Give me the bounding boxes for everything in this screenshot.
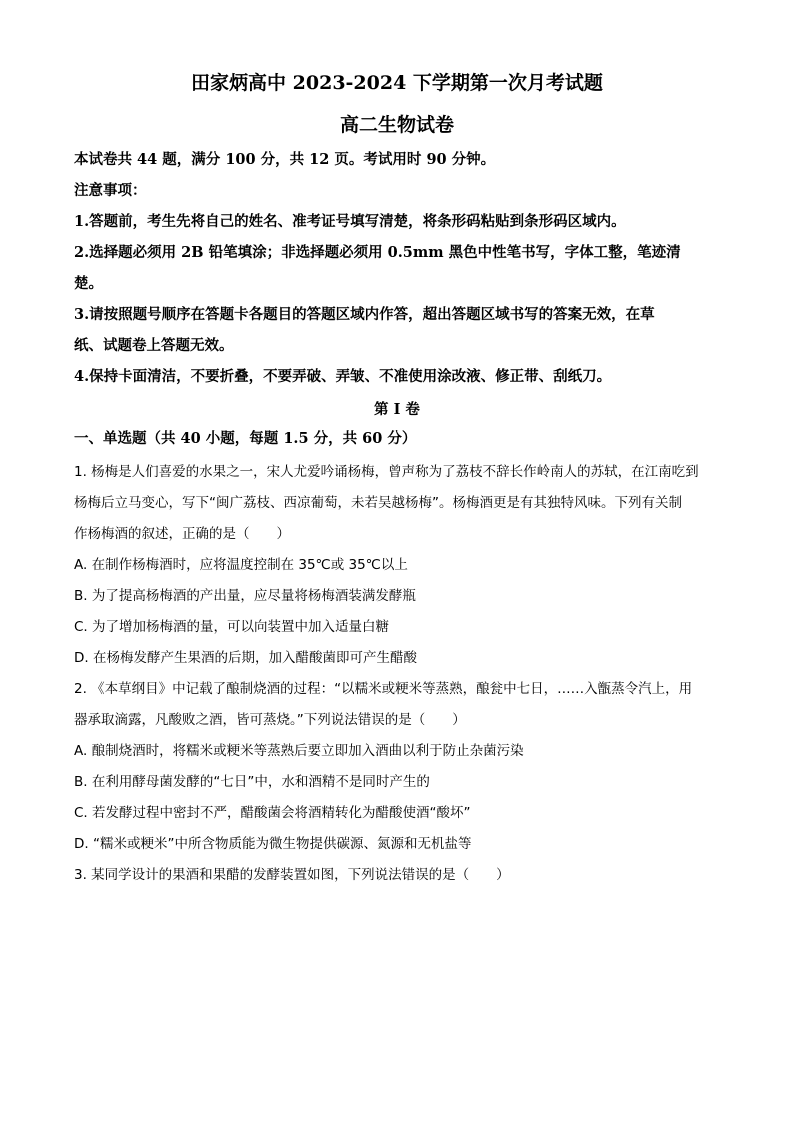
section-heading: 一、单选题（共 40 小题，每题 1.5 分，共 60 分）	[74, 430, 417, 447]
note-item: 4.保持卡面清洁，不要折叠，不要弄破、弄皱、不准使用涂改液、修正带、刮纸刀。	[74, 368, 612, 385]
question-1-option-a: A. 在制作杨梅酒时，应将温度控制在 35℃或 35℃以上	[74, 557, 408, 573]
question-1-option-c: C. 为了增加杨梅酒的量，可以向装置中加入适量白糖	[74, 619, 390, 635]
question-2-option-d: D. “糯米或粳米”中所含物质能为微生物提供碳源、氮源和无机盐等	[74, 836, 472, 852]
question-2-option-b: B. 在利用酵母菌发酵的“七日”中，水和酒精不是同时产生的	[74, 774, 430, 790]
question-1-stem-line: 杨梅后立马变心，写下“闽广荔枝、西凉葡萄，未若吴越杨梅”。杨梅酒更是有其独特风味。下列有关制	[74, 495, 682, 511]
question-2-option-a: A. 酿制烧酒时，将糯米或粳米等蒸熟后要立即加入酒曲以利于防止杂菌污染	[74, 743, 524, 759]
note-item: 2.选择题必须用 2B 铅笔填涂；非选择题必须用 0.5mm 黑色中性笔书写，字体工整，笔迹清	[74, 244, 681, 261]
exam-intro: 本试卷共 44 题，满分 100 分，共 12 页。考试用时 90 分钟。	[74, 151, 496, 168]
note-item: 3.请按照题号顺序在答题卡各题目的答题区域内作答，超出答题区域书写的答案无效，在草	[74, 306, 655, 323]
notes-heading: 注意事项：	[74, 182, 147, 199]
question-1-stem-line: 作杨梅酒的叙述，正确的是（ ）	[74, 526, 290, 542]
exam-subtitle: 高二生物试卷	[339, 114, 454, 136]
volume-label: 第 I 卷	[374, 401, 420, 418]
exam-title: 田家炳高中 2023-2024 下学期第一次月考试题	[191, 72, 603, 94]
question-2-stem-line: 2. 《本草纲目》中记载了酿制烧酒的过程：“以糯米或粳米等蒸熟，酿瓮中七日，……入甑蒸令汽上，用	[74, 681, 693, 697]
question-1-stem-line: 1. 杨梅是人们喜爱的水果之一，宋人尤爱吟诵杨梅，曾声称为了荔枝不辞长作岭南人的苏轼，在江南吃到	[74, 464, 699, 480]
question-2-option-c: C. 若发酵过程中密封不严，醋酸菌会将酒精转化为醋酸使酒“酸坏”	[74, 805, 471, 821]
note-item: 1.答题前，考生先将自己的姓名、准考证号填写清楚，将条形码粘贴到条形码区域内。	[74, 213, 626, 230]
note-item-continued: 纸、试题卷上答题无效。	[74, 337, 234, 354]
note-item-continued: 楚。	[74, 275, 103, 292]
question-3-stem-line: 3. 某同学设计的果酒和果醋的发酵装置如图，下列说法错误的是（ ）	[74, 867, 510, 883]
question-1-option-d: D. 在杨梅发酵产生果酒的后期，加入醋酸菌即可产生醋酸	[74, 650, 417, 666]
question-1-option-b: B. 为了提高杨梅酒的产出量，应尽量将杨梅酒装满发酵瓶	[74, 588, 416, 604]
question-2-stem-line: 器承取滴露，凡酸败之酒，皆可蒸烧。”下列说法错误的是（ ）	[74, 712, 466, 728]
